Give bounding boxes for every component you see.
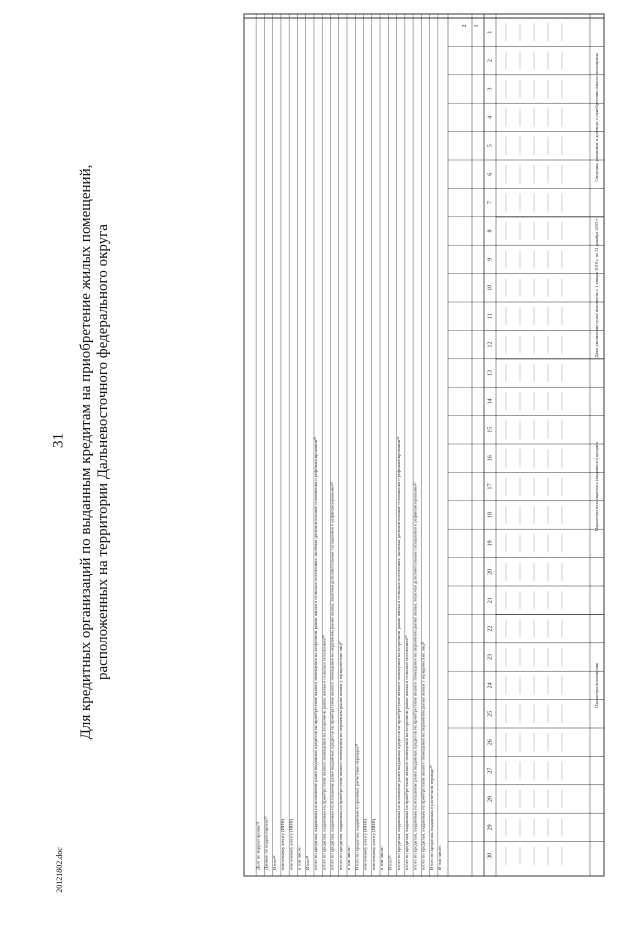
column-number: 20 bbox=[487, 568, 494, 575]
column-number: 22 bbox=[487, 625, 494, 632]
summary-row-label: итого по кредитам, выданным на погашение ранее выданных кредитов на приобретение жилого помещения на первичном рынке жилья, включая дополнительные соглашения о рефинансировании²⁸ bbox=[329, 482, 335, 870]
column-number: 13 bbox=[487, 370, 494, 376]
column-number: 2 bbox=[487, 59, 494, 63]
group-header: Параметры возмещения bbox=[594, 662, 600, 708]
column-number: 16 bbox=[487, 455, 494, 462]
summary-row-label: Долг по корректировке³⁴ bbox=[255, 821, 261, 870]
summary-row-label: итого по кредитам, выданным на приобретение жилого помещения на вторичном рынке жилья в сельских поселениях²⁹ bbox=[321, 635, 327, 870]
column-number: 7 bbox=[487, 201, 494, 205]
column-number: 23 bbox=[487, 654, 494, 660]
summary-row-label: Итого²⁵ bbox=[387, 855, 393, 870]
summary-row-label: Итого по кредитам, выданным в прошлых расчетных периодах²⁶ bbox=[354, 743, 360, 870]
column-number: 1 bbox=[487, 30, 494, 34]
column-number: 30 bbox=[487, 852, 494, 859]
summary-row-label: итого по кредитам, выданным на погашение ранее выданных кредитов на приобретение жилого помещения на первичном рынке жилья, включая дополнительные соглашения о рефинансировании²² bbox=[412, 482, 418, 870]
summary-row-label: Итого³¹ bbox=[304, 855, 310, 870]
column-number: 29 bbox=[487, 824, 494, 831]
data-row-number: 1 bbox=[474, 24, 480, 28]
group-header: Сведения, указанные в договоре о приобретении жилого помещения bbox=[594, 53, 600, 182]
summary-row-label: Итого³² bbox=[271, 855, 277, 870]
column-number: 6 bbox=[487, 172, 494, 176]
column-number: 28 bbox=[487, 796, 494, 802]
column-number: 3 bbox=[487, 87, 494, 91]
data-row-number: 2 bbox=[462, 24, 468, 28]
column-number: 17 bbox=[487, 483, 494, 490]
column-number: 11 bbox=[487, 313, 494, 320]
column-number: 8 bbox=[487, 229, 494, 233]
title-line-2: расположенных на территории Дальневосточного федерального округа bbox=[95, 224, 111, 680]
column-number: 18 bbox=[487, 512, 494, 518]
column-number: 24 bbox=[487, 682, 494, 689]
group-header: Параметры возмещаемого (выданного) кредита bbox=[594, 442, 600, 532]
title-line-1: Для кредитных организаций по выданным кредитам на приобретение жилых помещений, bbox=[78, 164, 94, 740]
summary-row-label: итого по кредитам, выданным на приобретение жилого помещения на первичном рынке жилья у юридических лиц²¹ bbox=[420, 641, 426, 870]
column-number: 26 bbox=[487, 739, 494, 746]
column-number: 21 bbox=[487, 597, 494, 604]
column-number: 5 bbox=[487, 144, 494, 148]
summary-row-label: ипотечному агенту (ИНН) bbox=[370, 818, 376, 870]
summary-row-label: В том числе: bbox=[437, 845, 443, 870]
summary-row-label: Данные по корректировке³³ bbox=[263, 816, 269, 870]
summary-row-label: итого по кредитам, выданным на погашение ранее выданных кредитов на приобретение жилого помещения на вторичном рынке жилья в сельских поселениях, включая дополнительные соглашения о рефинансировании³⁰ bbox=[313, 436, 319, 870]
summary-row-label: итого по кредитам, выданным на приобретение жилого помещения на вторичном рынке жилья в сельских поселениях²³ bbox=[404, 635, 410, 870]
summary-row-label: в том числе: bbox=[379, 846, 385, 870]
column-number: 10 bbox=[487, 284, 494, 291]
footer-filename: 20121802.doc bbox=[55, 847, 64, 893]
summary-row-label: итого по кредитам, выданным на приобретение жилого помещения на первичном рынке жилья у юридических лиц²⁷ bbox=[337, 641, 343, 870]
group-header: Даты увеличения сумм/ выплачено с 1 января 2019 г. по 31 декабря 2023 г. bbox=[594, 218, 600, 358]
summary-row-label: в том числе: bbox=[296, 846, 302, 870]
column-number: 27 bbox=[487, 767, 494, 774]
column-number: 14 bbox=[487, 398, 494, 405]
column-number: 19 bbox=[487, 540, 494, 547]
summary-row-label: ипотечному агенту (ИНН) bbox=[362, 818, 368, 870]
summary-row-label: Итого по кредитам, выданным в расчетном периоде²⁰ bbox=[428, 765, 434, 870]
column-number: 9 bbox=[487, 257, 494, 261]
summary-row-label: ипотечному агенту (ИНН) bbox=[280, 818, 286, 870]
column-number: 4 bbox=[487, 115, 494, 119]
summary-row-label: в том числе: bbox=[346, 846, 352, 870]
column-number: 25 bbox=[487, 710, 494, 717]
summary-row-label: ипотечному агенту (ИНН) bbox=[288, 818, 294, 870]
page-number: 31 bbox=[50, 433, 67, 448]
column-number: 15 bbox=[487, 426, 494, 433]
summary-row-label: итого по кредитам, выданным на погашение ранее выданных кредитов на приобретение жилого помещения на вторичном рынке жилья в сельских поселениях, включая дополнительные соглашения о рефинансировании²⁴ bbox=[395, 436, 401, 870]
column-number: 12 bbox=[487, 341, 494, 348]
